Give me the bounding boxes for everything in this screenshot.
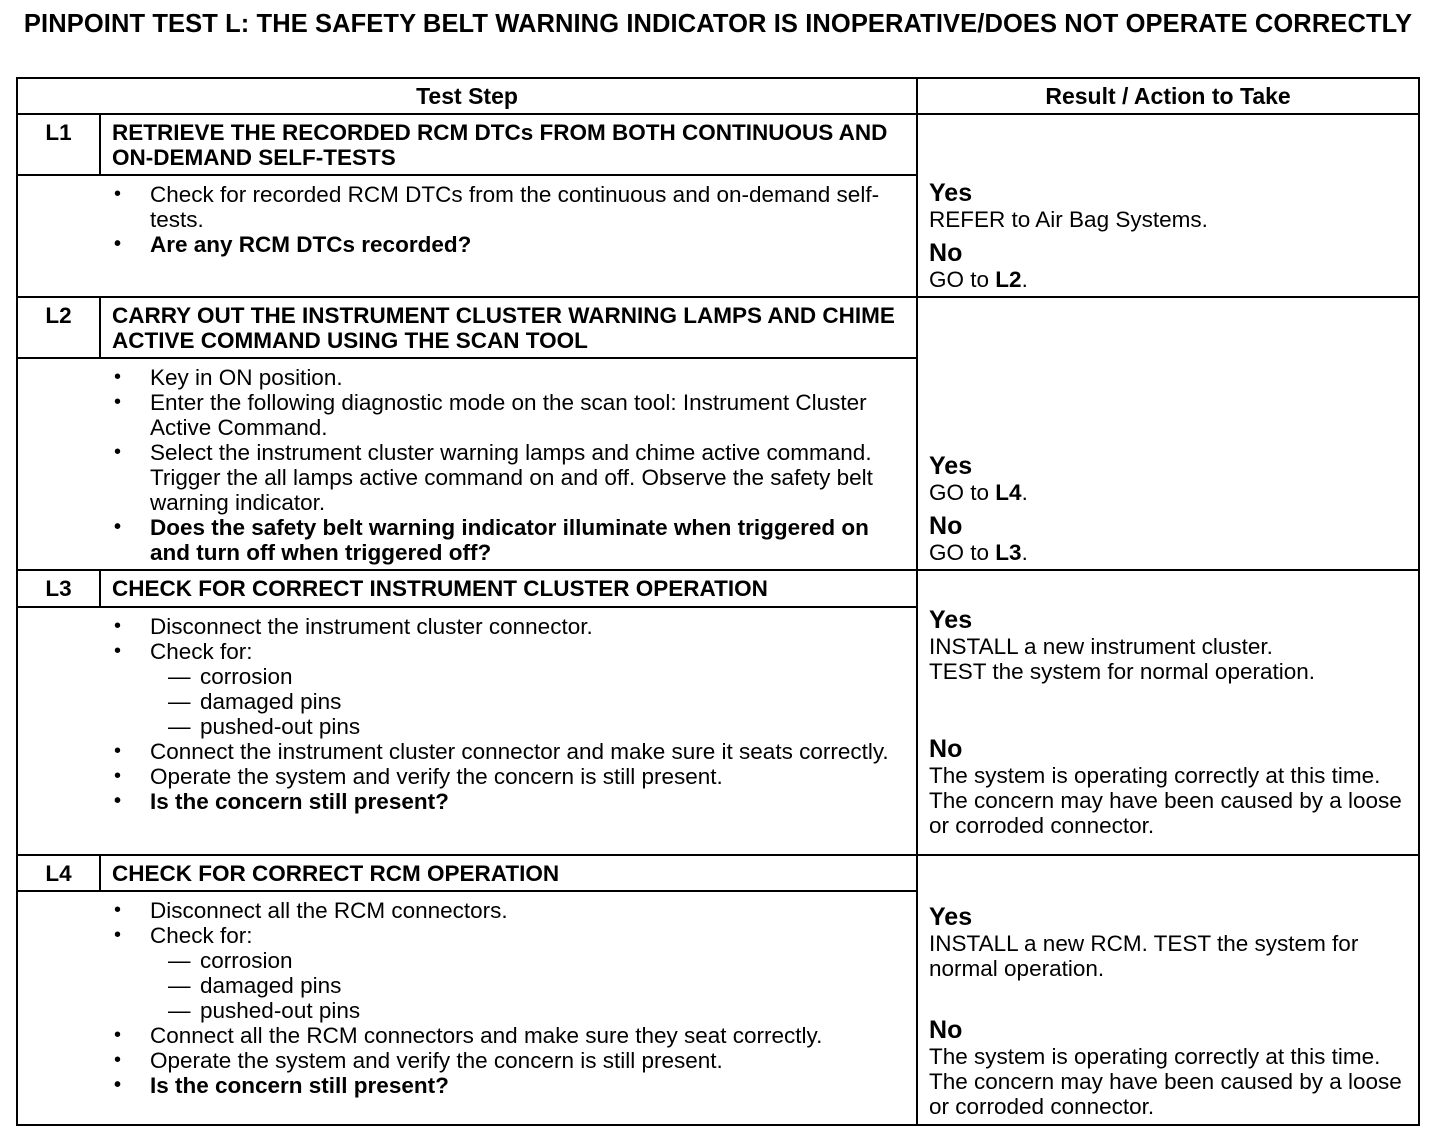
result-cell <box>917 855 1419 1126</box>
step-instructions <box>17 891 917 1125</box>
yes-action: INSTALL a new instrument cluster. <box>929 634 1273 659</box>
header-test-step: Test Step <box>17 78 917 114</box>
instruction-bullet: • Operate the system and verify the concern is still present. <box>18 1048 906 1073</box>
step-instructions <box>17 358 917 570</box>
step-heading: CARRY OUT THE INSTRUMENT CLUSTER WARNING LAMPS AND CHIME ACTIVE COMMAND USING THE SCAN TOOL <box>100 297 917 358</box>
step-question: • Are any RCM DTCs recorded? <box>18 232 906 257</box>
instruction-bullet: • Check for: <box>18 923 906 948</box>
result-cell <box>917 297 1419 570</box>
step-heading: CHECK FOR CORRECT INSTRUMENT CLUSTER OPERATION <box>100 570 917 607</box>
step-question: • Is the concern still present? <box>18 789 906 814</box>
check-item: — pushed-out pins <box>18 714 906 739</box>
instruction-bullet: • Operate the system and verify the concern is still present. <box>18 764 906 789</box>
instruction-bullet: • Check for: <box>18 639 906 664</box>
instruction-bullet: • Connect all the RCM connectors and make sure they seat correctly. <box>18 1023 906 1048</box>
no-action: GO to L2. <box>929 267 1028 292</box>
step-l1-heading-row <box>17 114 1419 175</box>
yes-label: Yes <box>929 179 973 207</box>
no-action: GO to L3. <box>929 540 1028 565</box>
yes-action: GO to L4. <box>929 480 1028 505</box>
goto-step-link: L2 <box>995 267 1022 292</box>
check-item: — corrosion <box>18 948 906 973</box>
header-row <box>17 78 1419 114</box>
instruction-bullet: • Enter the following diagnostic mode on the scan tool: Instrument Cluster Active Command. <box>18 390 906 440</box>
instruction-bullet: • Key in ON position. <box>18 365 906 390</box>
page-title: PINPOINT TEST L: THE SAFETY BELT WARNING INDICATOR IS INOPERATIVE/DOES NOT OPERATE CORRECTLY <box>23 10 1413 38</box>
step-heading: CHECK FOR CORRECT RCM OPERATION <box>100 855 917 892</box>
check-item: — damaged pins <box>18 689 906 714</box>
yes-label: Yes <box>929 902 973 931</box>
no-label: No <box>929 1015 963 1044</box>
step-id: L1 <box>17 114 100 175</box>
step-heading: RETRIEVE THE RECORDED RCM DTCs FROM BOTH CONTINUOUS AND ON-DEMAND SELF-TESTS <box>100 114 917 175</box>
no-label: No <box>929 239 963 267</box>
no-label: No <box>929 735 963 763</box>
yes-label: Yes <box>929 452 973 480</box>
result-cell <box>917 114 1419 297</box>
check-item: — damaged pins <box>18 973 906 998</box>
step-question: • Is the concern still present? <box>18 1073 906 1098</box>
goto-step-link: L3 <box>995 540 1022 565</box>
step-instructions <box>17 607 917 855</box>
step-id: L2 <box>17 297 100 358</box>
step-id: L4 <box>17 855 100 892</box>
no-action: The system is operating correctly at this time. The concern may have been caused by a loose or corroded connector. <box>929 1043 1402 1119</box>
pinpoint-test-table <box>16 77 1420 1126</box>
no-action: The system is operating correctly at this time. The concern may have been caused by a loose or corroded connector. <box>929 763 1402 838</box>
yes-action: INSTALL a new RCM. TEST the system for normal operation. <box>929 930 1359 981</box>
goto-step-link: L4 <box>995 480 1022 505</box>
instruction-bullet: • Check for recorded RCM DTCs from the continuous and on-demand self-tests. <box>18 182 906 232</box>
result-cell <box>917 570 1419 855</box>
instruction-bullet: • Connect the instrument cluster connector and make sure it seats correctly. <box>18 739 906 764</box>
step-l4-heading-row <box>17 855 1419 892</box>
check-item: — pushed-out pins <box>18 998 906 1023</box>
step-l2-heading-row <box>17 297 1419 358</box>
step-instructions <box>17 175 917 297</box>
step-id: L3 <box>17 570 100 607</box>
step-l3-heading-row <box>17 570 1419 607</box>
instruction-bullet: • Select the instrument cluster warning lamps and chime active command. Trigger the all lamps active command on and off. Observe the safety belt warning indicator. <box>18 440 906 515</box>
step-question: • Does the safety belt warning indicator illuminate when triggered on and turn off when triggered off? <box>18 515 906 565</box>
header-result-action: Result / Action to Take <box>917 78 1419 114</box>
check-item: — corrosion <box>18 664 906 689</box>
yes-label: Yes <box>929 606 973 634</box>
no-label: No <box>929 512 963 540</box>
instruction-bullet: • Disconnect all the RCM connectors. <box>18 898 906 923</box>
yes-action: REFER to Air Bag Systems. <box>929 207 1208 232</box>
instruction-bullet: • Disconnect the instrument cluster connector. <box>18 614 906 639</box>
yes-action: TEST the system for normal operation. <box>929 659 1316 684</box>
